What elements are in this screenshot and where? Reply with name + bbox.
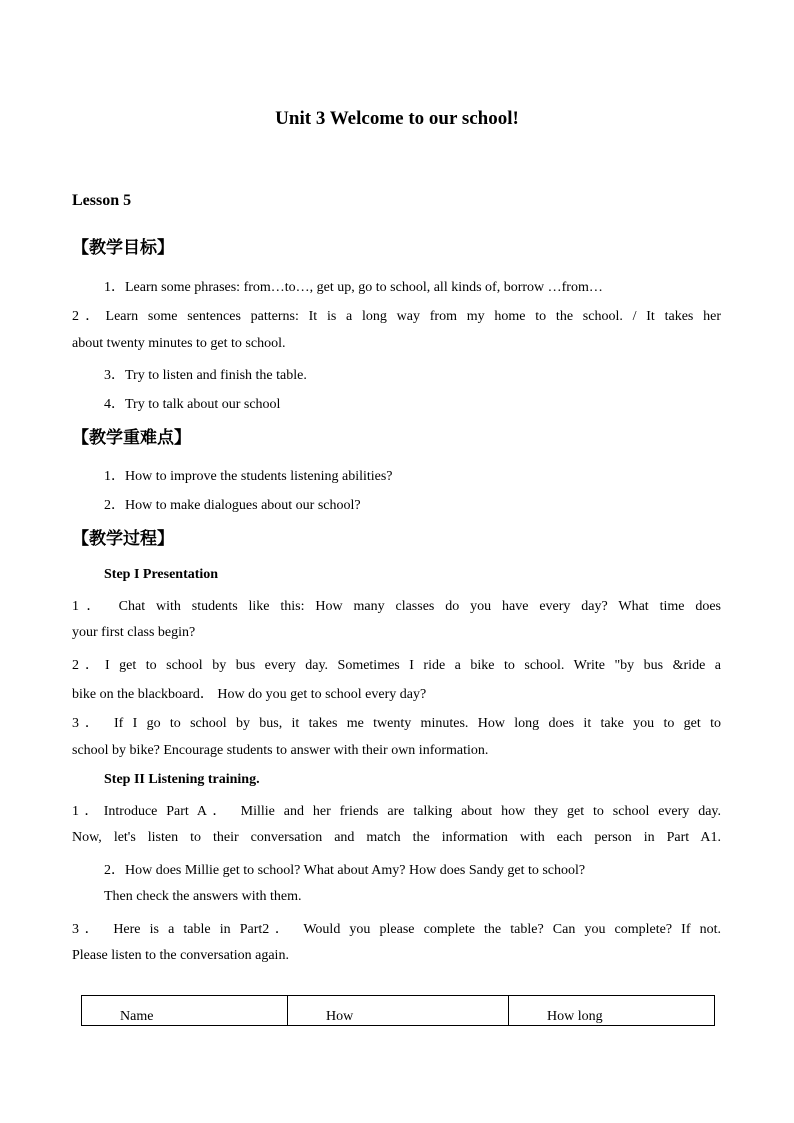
difficulty-item-1: 1．How to improve the students listening abilities?	[104, 469, 393, 484]
section-heading-difficulties: 【教学重难点】	[72, 428, 191, 448]
step-heading-presentation: Step I Presentation	[104, 567, 219, 582]
step1-paragraph-1: 1． Chat with students like this: How many classes do you have every day? What time does	[72, 599, 721, 614]
step-heading-listening: Step II Listening training.	[104, 772, 260, 787]
step2-paragraph-2-continued: Then check the answers with them.	[104, 889, 302, 904]
step1-paragraph-3: 3． If I go to school by bus, it takes me twenty minutes. How long does it take you to get to	[72, 716, 721, 731]
goal-item-4: 4．Try to talk about our school	[104, 397, 281, 412]
table-header-how: How	[288, 996, 509, 1026]
goal-item-3: 3．Try to listen and finish the table.	[104, 368, 307, 383]
step1-paragraph-3-continued: school by bike? Encourage students to answer with their own information.	[72, 743, 489, 758]
goal-item-2-continued: about twenty minutes to get to school.	[72, 336, 286, 351]
difficulty-item-2: 2．How to make dialogues about our school?	[104, 498, 361, 513]
goal-item-2: 2．Learn some sentences patterns: It is a long way from my home to the school. / It takes her	[72, 309, 721, 324]
step1-paragraph-2-continued: bike on the blackboard． How do you get to school every day?	[72, 687, 427, 702]
table-header-name: Name	[82, 996, 288, 1026]
step2-paragraph-2: 2．How does Millie get to school? What about Amy? How does Sandy get to school?	[104, 863, 586, 878]
step2-paragraph-1-continued: Now, let's listen to their conversation and match the information with each person in Part A1.	[72, 830, 721, 845]
section-heading-goals: 【教学目标】	[72, 238, 174, 258]
page-title: Unit 3 Welcome to our school!	[275, 108, 519, 129]
answer-table	[81, 995, 715, 1026]
table-header-how-long: How long	[509, 996, 715, 1026]
section-heading-process: 【教学过程】	[72, 529, 174, 549]
step1-paragraph-2: 2．I get to school by bus every day. Sometimes I ride a bike to school. Write "by bus &ride a	[72, 658, 721, 673]
lesson-heading: Lesson 5	[72, 192, 132, 209]
step2-paragraph-3-continued: Please listen to the conversation again.	[72, 948, 289, 963]
table-header-row	[82, 996, 715, 1026]
step2-paragraph-3: 3． Here is a table in Part2． Would you please complete the table? Can you complete? If not.	[72, 922, 721, 937]
step2-paragraph-1: 1．Introduce Part A． Millie and her friends are talking about how they get to school every day.	[72, 804, 721, 819]
step1-paragraph-1-continued: your first class begin?	[72, 625, 196, 640]
goal-item-1: 1．Learn some phrases: from…to…, get up, go to school, all kinds of, borrow …from…	[104, 280, 603, 295]
